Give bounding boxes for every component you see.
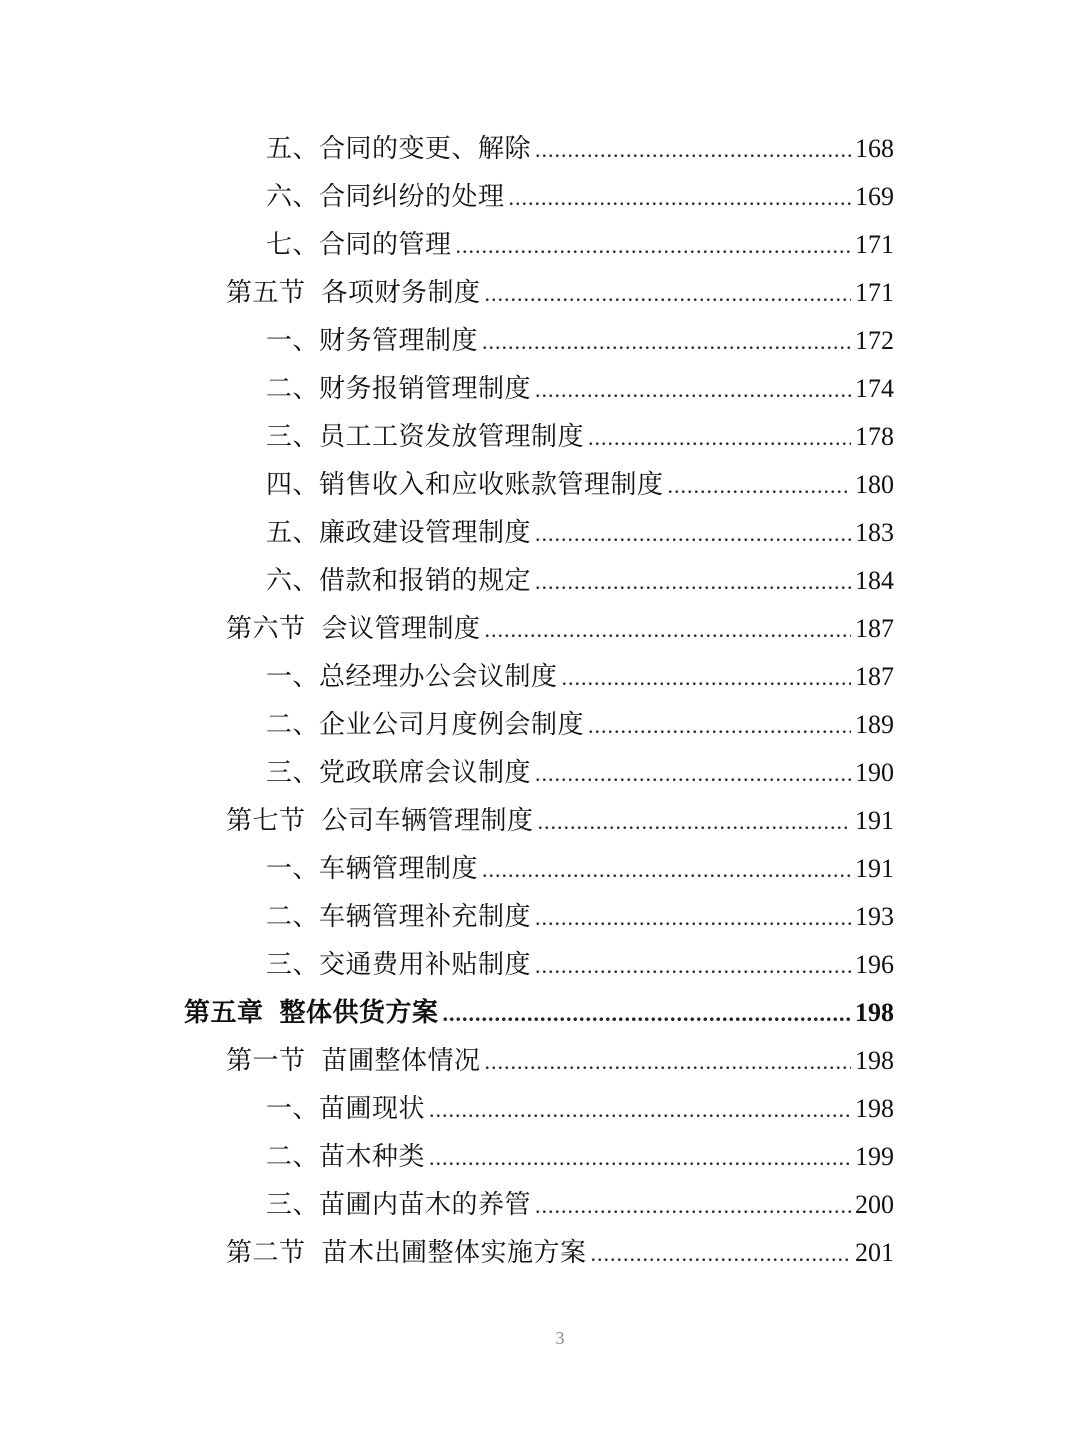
- toc-entry-title: 五、合同的变更、解除: [266, 134, 532, 164]
- toc-leader-dots: [485, 281, 851, 307]
- toc-leader-dots: [485, 1049, 851, 1075]
- toc-entry-title: 四、销售收入和应收账款管理制度: [266, 470, 664, 500]
- toc-entry-title: 三、苗圃内苗木的养管: [266, 1190, 532, 1220]
- toc-entry[interactable]: [266, 224, 894, 272]
- toc-section-title: 公司车辆管理制度: [321, 806, 534, 836]
- toc-entry-page: 187: [855, 662, 894, 691]
- toc-leader-dots: [443, 1001, 851, 1027]
- toc-section-entry[interactable]: [226, 1232, 894, 1280]
- toc-leader-dots: [668, 473, 851, 499]
- toc-entry-title: [184, 992, 439, 1029]
- toc-section-title: 苗圃整体情况: [321, 1046, 481, 1076]
- toc-leader-dots: [591, 1241, 851, 1267]
- toc-leader-dots: [535, 521, 851, 547]
- toc-chapter-title: 整体供货方案: [279, 998, 439, 1028]
- toc-leader-dots: [482, 857, 851, 883]
- toc-entry-title: 一、财务管理制度: [266, 326, 479, 356]
- toc-entry-title: 三、党政联席会议制度: [266, 758, 532, 788]
- toc-entry-page: 172: [855, 326, 894, 355]
- toc-entry-page: 191: [855, 854, 894, 883]
- toc-entry[interactable]: [266, 656, 894, 704]
- toc-entry-page: 193: [855, 902, 894, 931]
- toc-entry[interactable]: [266, 752, 894, 800]
- toc-entry-title: 七、合同的管理: [266, 230, 452, 260]
- toc-entry[interactable]: [266, 1088, 894, 1136]
- toc-leader-dots: [535, 569, 851, 595]
- toc-entry-title: [226, 608, 481, 645]
- toc-leader-dots: [535, 377, 851, 403]
- toc-entry[interactable]: [266, 848, 894, 896]
- toc-entry-title: 五、廉政建设管理制度: [266, 518, 532, 548]
- toc-entry-page: 171: [855, 278, 894, 307]
- toc-entry-title: 三、员工工资发放管理制度: [266, 422, 585, 452]
- toc-entry-title: 六、借款和报销的规定: [266, 566, 532, 596]
- toc-leader-dots: [535, 1193, 851, 1219]
- toc-entry[interactable]: [266, 416, 894, 464]
- toc-entry-title: 二、财务报销管理制度: [266, 374, 532, 404]
- toc-entry-page: 200: [855, 1190, 894, 1219]
- toc-entry[interactable]: [266, 896, 894, 944]
- toc-entry-page: 198: [855, 1046, 894, 1075]
- toc-entry-page: 198: [855, 998, 894, 1027]
- toc-leader-dots: [429, 1145, 851, 1171]
- toc-entry-page: 196: [855, 950, 894, 979]
- toc-section-label: 第七节: [226, 806, 306, 836]
- toc-entry-title: 一、苗圃现状: [266, 1094, 426, 1124]
- toc-entry-page: 174: [855, 374, 894, 403]
- toc-entry-title: [226, 272, 481, 309]
- toc-entry-page: 183: [855, 518, 894, 547]
- toc-section-title: 苗木出圃整体实施方案: [321, 1238, 587, 1268]
- toc-entry-title: [226, 1040, 481, 1077]
- toc-entry-title: 三、交通费用补贴制度: [266, 950, 532, 980]
- toc-section-entry[interactable]: [226, 272, 894, 320]
- toc-entry-title: 六、合同纠纷的处理: [266, 182, 505, 212]
- toc-section-title: 会议管理制度: [321, 614, 481, 644]
- toc-leader-dots: [485, 617, 851, 643]
- toc-leader-dots: [538, 809, 851, 835]
- toc-entry[interactable]: [266, 512, 894, 560]
- toc-entry-page: 191: [855, 806, 894, 835]
- toc-entry-title: 二、车辆管理补充制度: [266, 902, 532, 932]
- toc-section-entry[interactable]: [226, 608, 894, 656]
- toc-entry-page: 178: [855, 422, 894, 451]
- toc-entry[interactable]: [266, 128, 894, 176]
- toc-entry-page: 190: [855, 758, 894, 787]
- toc-entry[interactable]: [266, 368, 894, 416]
- toc-entry-page: 171: [855, 230, 894, 259]
- toc-section-label: 第一节: [226, 1046, 306, 1076]
- toc-chapter-entry[interactable]: [184, 992, 894, 1040]
- toc-entry-title: 一、总经理办公会议制度: [266, 662, 558, 692]
- toc-leader-dots: [456, 233, 851, 259]
- page-number: 3: [555, 1328, 565, 1348]
- toc-entry-title: [226, 800, 534, 837]
- toc-leader-dots: [588, 425, 851, 451]
- toc-entry[interactable]: [266, 560, 894, 608]
- toc-entry-page: 169: [855, 182, 894, 211]
- toc-entry-page: 168: [855, 134, 894, 163]
- toc-section-label: 第二节: [226, 1238, 306, 1268]
- toc-leader-dots: [429, 1097, 851, 1123]
- toc-leader-dots: [588, 713, 851, 739]
- toc-entry-page: 199: [855, 1142, 894, 1171]
- toc-entry[interactable]: [266, 464, 894, 512]
- toc-section-entry[interactable]: [226, 800, 894, 848]
- toc-entry-title: 二、苗木种类: [266, 1142, 426, 1172]
- toc-leader-dots: [562, 665, 851, 691]
- toc-leader-dots: [535, 905, 851, 931]
- toc-section-title: 各项财务制度: [321, 278, 481, 308]
- toc-entry-page: 180: [855, 470, 894, 499]
- toc-section-label: 第五节: [226, 278, 306, 308]
- toc-entry[interactable]: [266, 944, 894, 992]
- toc-section-label: 第六节: [226, 614, 306, 644]
- toc-entry[interactable]: [266, 1184, 894, 1232]
- toc-entry-page: 201: [855, 1238, 894, 1267]
- toc-leader-dots: [509, 185, 851, 211]
- toc-entry[interactable]: [266, 704, 894, 752]
- toc-entry-page: 189: [855, 710, 894, 739]
- toc-leader-dots: [535, 137, 851, 163]
- toc-leader-dots: [535, 761, 851, 787]
- toc-entry-title: 二、企业公司月度例会制度: [266, 710, 585, 740]
- toc-entry[interactable]: [266, 320, 894, 368]
- toc-entry[interactable]: [266, 1136, 894, 1184]
- toc-leader-dots: [535, 953, 851, 979]
- toc-entry[interactable]: [266, 176, 894, 224]
- toc-entry-page: 198: [855, 1094, 894, 1123]
- toc-entry-title: [226, 1232, 587, 1269]
- toc-entry-title: 一、车辆管理制度: [266, 854, 479, 884]
- toc-entry-page: 187: [855, 614, 894, 643]
- toc-chapter-label: 第五章: [184, 998, 264, 1028]
- toc-section-entry[interactable]: [226, 1040, 894, 1088]
- toc-leader-dots: [482, 329, 851, 355]
- toc-entry-page: 184: [855, 566, 894, 595]
